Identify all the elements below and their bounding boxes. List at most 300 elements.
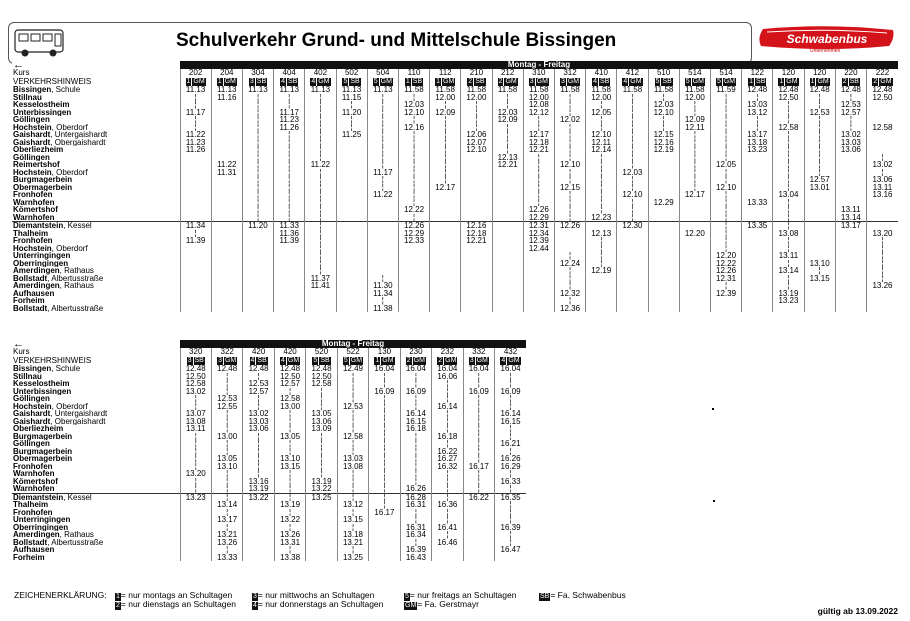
time-cell: 12.10 bbox=[398, 109, 429, 117]
time-cell bbox=[274, 282, 305, 290]
time-cell: ¦ bbox=[367, 154, 398, 162]
time-cell bbox=[554, 237, 585, 245]
time-cell: ¦ bbox=[400, 380, 431, 388]
time-cell bbox=[274, 260, 305, 268]
stop-name: Oberringingen bbox=[13, 259, 69, 267]
time-cell: ¦ bbox=[617, 116, 648, 124]
time-cell bbox=[742, 230, 773, 238]
stop-name: Göllingen bbox=[13, 395, 50, 403]
time-cell bbox=[336, 275, 367, 283]
time-cell bbox=[336, 267, 367, 275]
time-cell: ¦ bbox=[180, 478, 211, 486]
time-cell: ¦ bbox=[804, 139, 835, 147]
code-badge: SB bbox=[257, 357, 267, 364]
stop-row bbox=[12, 478, 526, 486]
time-cell bbox=[492, 252, 523, 260]
time-cell: 16.39 bbox=[495, 524, 526, 532]
time-cell: ¦ bbox=[305, 252, 336, 260]
stop-name: Fronhofen bbox=[13, 508, 53, 516]
code-cell bbox=[180, 356, 211, 365]
stop-name: Unterringingen bbox=[13, 516, 71, 524]
time-cell: ¦ bbox=[679, 154, 710, 162]
stop-row bbox=[12, 290, 898, 298]
time-cell: 12.29 bbox=[523, 214, 554, 222]
time-cell: ¦ bbox=[492, 146, 523, 154]
kurs-number: 204 bbox=[211, 69, 242, 77]
time-cell: 11.17 bbox=[274, 109, 305, 117]
stop-name: Bissingen, Schule bbox=[13, 86, 81, 94]
time-cell: ¦ bbox=[305, 245, 336, 253]
time-cell bbox=[242, 230, 273, 238]
time-cell: ¦ bbox=[432, 531, 463, 539]
hinweis-label: VERKEHRSHINWEIS bbox=[13, 77, 92, 86]
stop-row bbox=[12, 124, 898, 132]
time-cell: ¦ bbox=[773, 116, 804, 124]
time-cell bbox=[306, 546, 337, 554]
time-cell: 13.08 bbox=[337, 463, 368, 471]
kurs-row bbox=[12, 69, 898, 77]
time-cell bbox=[336, 139, 367, 147]
legend-item bbox=[115, 599, 236, 610]
time-cell: ¦ bbox=[804, 116, 835, 124]
time-cell: ¦ bbox=[430, 161, 461, 169]
code-cell bbox=[306, 356, 337, 365]
time-cell bbox=[336, 154, 367, 162]
time-cell: ¦ bbox=[274, 161, 305, 169]
time-cell: 12.07 bbox=[461, 139, 492, 147]
legend-code: 4 bbox=[253, 602, 257, 609]
time-cell bbox=[274, 275, 305, 283]
time-cell: ¦ bbox=[617, 94, 648, 102]
time-cell bbox=[336, 176, 367, 184]
time-cell bbox=[554, 245, 585, 253]
time-cell: ¦ bbox=[400, 455, 431, 463]
legend-code: GM bbox=[405, 602, 417, 609]
time-cell bbox=[242, 305, 273, 313]
stop-row bbox=[12, 199, 898, 207]
time-cell: 12.10 bbox=[461, 146, 492, 154]
time-cell bbox=[398, 290, 429, 298]
code-row bbox=[12, 77, 898, 86]
time-cell: ¦ bbox=[305, 109, 336, 117]
time-cell bbox=[336, 184, 367, 192]
time-cell: ¦ bbox=[274, 214, 305, 222]
legend-text: = nur donnerstags an Schultagen bbox=[257, 599, 384, 609]
time-cell: 12.12 bbox=[523, 109, 554, 117]
time-cell: 13.26 bbox=[274, 531, 305, 539]
time-cell: ¦ bbox=[710, 154, 741, 162]
time-cell: 13.18 bbox=[337, 531, 368, 539]
time-cell bbox=[742, 305, 773, 313]
time-cell bbox=[242, 260, 273, 268]
time-cell: 13.19 bbox=[773, 290, 804, 298]
time-cell: 12.29 bbox=[648, 199, 679, 207]
time-cell bbox=[648, 191, 679, 199]
time-cell: ¦ bbox=[554, 146, 585, 154]
stop-name: Forheim bbox=[13, 297, 45, 305]
direction-arrow-icon: ← bbox=[12, 61, 180, 69]
time-cell: 12.53 bbox=[804, 109, 835, 117]
time-cell: 12.57 bbox=[835, 109, 866, 117]
time-cell: ¦ bbox=[211, 485, 242, 493]
time-cell bbox=[430, 305, 461, 313]
time-cell bbox=[430, 191, 461, 199]
time-cell: ¦ bbox=[243, 403, 274, 411]
time-cell bbox=[242, 245, 273, 253]
time-cell: ¦ bbox=[432, 418, 463, 426]
time-cell: 12.48 bbox=[180, 365, 211, 373]
time-cell bbox=[492, 206, 523, 214]
time-cell: 13.23 bbox=[180, 493, 211, 501]
time-cell: ¦ bbox=[835, 94, 866, 102]
code-badge: SB bbox=[849, 78, 859, 85]
time-cell: ¦ bbox=[523, 169, 554, 177]
time-cell: ¦ bbox=[400, 470, 431, 478]
time-cell: ¦ bbox=[495, 501, 526, 509]
time-cell: 16.29 bbox=[495, 463, 526, 471]
time-cell: ¦ bbox=[804, 101, 835, 109]
time-cell: 13.02 bbox=[180, 388, 211, 396]
time-cell: ¦ bbox=[742, 94, 773, 102]
time-cell: 16.21 bbox=[495, 440, 526, 448]
legend-code: 5 bbox=[405, 593, 409, 600]
code-badge: 3 bbox=[187, 357, 192, 364]
time-cell: ¦ bbox=[369, 395, 400, 403]
time-cell: 11.17 bbox=[367, 169, 398, 177]
code-badge: SB bbox=[256, 78, 267, 85]
time-cell: ¦ bbox=[461, 116, 492, 124]
time-cell bbox=[180, 282, 211, 290]
time-cell: ¦ bbox=[495, 425, 526, 433]
stop-detail: , Oberdorf bbox=[51, 168, 88, 176]
time-cell bbox=[242, 282, 273, 290]
stop-row bbox=[12, 275, 898, 283]
time-cell: ¦ bbox=[306, 463, 337, 471]
code-cell bbox=[554, 77, 585, 86]
time-cell: 12.53 bbox=[835, 101, 866, 109]
time-cell: ¦ bbox=[400, 478, 431, 486]
time-cell: 12.18 bbox=[461, 230, 492, 238]
kurs-number: 410 bbox=[586, 69, 617, 77]
time-cell bbox=[835, 245, 866, 253]
time-cell: ¦ bbox=[586, 199, 617, 207]
legend-text: = Fa. Gerstmayr bbox=[417, 599, 479, 609]
time-cell: 12.00 bbox=[586, 94, 617, 102]
time-cell bbox=[430, 222, 461, 230]
time-cell bbox=[586, 282, 617, 290]
time-cell bbox=[866, 222, 898, 230]
time-cell: 12.00 bbox=[430, 94, 461, 102]
stop-row bbox=[12, 86, 898, 94]
time-cell bbox=[804, 199, 835, 207]
time-cell: ¦ bbox=[554, 282, 585, 290]
time-cell: ¦ bbox=[337, 448, 368, 456]
time-cell bbox=[742, 237, 773, 245]
time-cell bbox=[742, 282, 773, 290]
time-cell bbox=[648, 222, 679, 230]
time-cell: 13.05 bbox=[306, 410, 337, 418]
time-cell bbox=[679, 297, 710, 305]
time-cell: ¦ bbox=[337, 524, 368, 532]
time-cell: 13.04 bbox=[773, 191, 804, 199]
time-cell: ¦ bbox=[367, 116, 398, 124]
time-cell: ¦ bbox=[463, 395, 494, 403]
time-cell bbox=[211, 282, 242, 290]
time-cell bbox=[617, 275, 648, 283]
legend-text: = nur dienstags an Schultagen bbox=[120, 599, 236, 609]
code-cell bbox=[336, 77, 367, 86]
time-cell: ¦ bbox=[211, 388, 242, 396]
time-cell bbox=[463, 546, 494, 554]
time-cell bbox=[461, 176, 492, 184]
time-cell bbox=[648, 230, 679, 238]
stop-row bbox=[12, 440, 526, 448]
time-cell: ¦ bbox=[180, 455, 211, 463]
time-cell: ¦ bbox=[463, 380, 494, 388]
stop-name: Amerdingen, Rathaus bbox=[13, 531, 94, 539]
time-cell: ¦ bbox=[773, 161, 804, 169]
time-cell: 16.17 bbox=[463, 463, 494, 471]
time-cell bbox=[306, 524, 337, 532]
time-cell: ¦ bbox=[430, 124, 461, 132]
time-cell: 12.00 bbox=[523, 94, 554, 102]
stop-name: Hochstein, Oberdorf bbox=[13, 168, 88, 176]
time-cell: ¦ bbox=[773, 169, 804, 177]
time-cell: 13.14 bbox=[835, 214, 866, 222]
time-cell: ¦ bbox=[400, 403, 431, 411]
time-cell bbox=[211, 116, 242, 124]
time-cell: ¦ bbox=[337, 493, 368, 501]
time-cell: 16.28 bbox=[400, 493, 431, 501]
stop-row bbox=[12, 501, 526, 509]
time-cell: ¦ bbox=[804, 146, 835, 154]
time-cell: 16.33 bbox=[495, 478, 526, 486]
time-cell: ¦ bbox=[432, 516, 463, 524]
time-cell: 13.02 bbox=[866, 161, 898, 169]
time-cell: 16.04 bbox=[495, 365, 526, 373]
time-cell: 12.58 bbox=[306, 380, 337, 388]
time-cell bbox=[336, 252, 367, 260]
code-badge: GM bbox=[508, 357, 520, 364]
time-cell: 16.22 bbox=[432, 448, 463, 456]
time-cell: ¦ bbox=[398, 139, 429, 147]
stop-row bbox=[12, 493, 526, 501]
time-cell: 11.37 bbox=[305, 275, 336, 283]
time-cell bbox=[211, 184, 242, 192]
code-cell bbox=[180, 77, 211, 86]
time-cell bbox=[523, 260, 554, 268]
time-cell: ¦ bbox=[305, 116, 336, 124]
time-cell bbox=[211, 267, 242, 275]
time-cell: ¦ bbox=[773, 206, 804, 214]
time-cell: ¦ bbox=[336, 101, 367, 109]
time-cell: 12.19 bbox=[586, 267, 617, 275]
stop-row bbox=[12, 305, 898, 313]
time-cell: 12.58 bbox=[866, 124, 898, 132]
time-cell bbox=[274, 267, 305, 275]
time-cell: ¦ bbox=[274, 184, 305, 192]
time-cell: 12.16 bbox=[648, 139, 679, 147]
time-cell bbox=[243, 524, 274, 532]
time-cell: 12.36 bbox=[554, 305, 585, 313]
time-cell bbox=[617, 252, 648, 260]
time-cell: ¦ bbox=[211, 524, 242, 532]
time-cell: ¦ bbox=[369, 418, 400, 426]
time-cell: ¦ bbox=[243, 448, 274, 456]
time-cell: ¦ bbox=[180, 101, 211, 109]
time-cell bbox=[742, 154, 773, 162]
time-cell: 12.39 bbox=[710, 290, 741, 298]
time-cell bbox=[617, 237, 648, 245]
time-cell bbox=[463, 524, 494, 532]
time-cell: ¦ bbox=[866, 237, 898, 245]
time-cell: 13.18 bbox=[742, 139, 773, 147]
time-cell: ¦ bbox=[367, 161, 398, 169]
time-cell: ¦ bbox=[492, 124, 523, 132]
code-badge: 4 bbox=[280, 357, 285, 364]
time-cell bbox=[211, 124, 242, 132]
time-cell: ¦ bbox=[554, 199, 585, 207]
time-cell: ¦ bbox=[242, 146, 273, 154]
time-cell: 13.22 bbox=[243, 493, 274, 501]
code-cell bbox=[523, 77, 554, 86]
time-cell: 11.13 bbox=[211, 86, 242, 94]
kurs-number: 310 bbox=[523, 69, 554, 77]
time-cell: 13.14 bbox=[211, 501, 242, 509]
time-cell bbox=[866, 101, 898, 109]
svg-text:Schwabenbus: Schwabenbus bbox=[786, 32, 868, 46]
time-cell bbox=[336, 199, 367, 207]
time-cell bbox=[648, 176, 679, 184]
time-cell: 12.10 bbox=[648, 109, 679, 117]
time-cell: ¦ bbox=[554, 206, 585, 214]
time-cell: 16.09 bbox=[400, 388, 431, 396]
time-cell: ¦ bbox=[180, 395, 211, 403]
time-cell bbox=[367, 230, 398, 238]
time-cell: ¦ bbox=[369, 455, 400, 463]
code-badge: GM bbox=[224, 357, 237, 364]
time-cell: ¦ bbox=[461, 109, 492, 117]
time-cell: ¦ bbox=[586, 184, 617, 192]
code-badge: SB bbox=[600, 78, 610, 85]
code-badge: GM bbox=[224, 78, 236, 85]
time-cell: 13.05 bbox=[274, 433, 305, 441]
time-cell: 11.39 bbox=[180, 237, 211, 245]
stop-name: Gaishardt, Untergaishardt bbox=[13, 131, 108, 139]
time-cell: ¦ bbox=[554, 252, 585, 260]
stop-name: Thalheim bbox=[13, 229, 49, 237]
code-badge: GM bbox=[505, 78, 517, 85]
time-cell: ¦ bbox=[305, 230, 336, 238]
time-cell: ¦ bbox=[242, 139, 273, 147]
code-badge: GM bbox=[630, 78, 642, 85]
kurs-label: Kurs bbox=[13, 348, 30, 356]
time-cell: ¦ bbox=[710, 214, 741, 222]
time-cell: ¦ bbox=[679, 176, 710, 184]
legend-code: 2 bbox=[116, 602, 120, 609]
kurs-number: 120 bbox=[773, 69, 804, 77]
time-cell: 12.05 bbox=[586, 109, 617, 117]
time-cell: ¦ bbox=[337, 380, 368, 388]
time-cell bbox=[866, 146, 898, 154]
time-cell: ¦ bbox=[492, 139, 523, 147]
time-cell: ¦ bbox=[367, 101, 398, 109]
time-cell: ¦ bbox=[211, 448, 242, 456]
time-cell: 13.08 bbox=[180, 418, 211, 426]
time-cell: ¦ bbox=[679, 109, 710, 117]
time-cell bbox=[336, 260, 367, 268]
time-cell bbox=[461, 184, 492, 192]
stop-name: Aufhausen bbox=[13, 289, 55, 297]
time-cell: 13.26 bbox=[866, 282, 898, 290]
time-cell bbox=[492, 184, 523, 192]
time-cell: ¦ bbox=[337, 395, 368, 403]
time-cell bbox=[398, 297, 429, 305]
time-cell bbox=[461, 206, 492, 214]
time-cell bbox=[835, 282, 866, 290]
time-cell bbox=[274, 297, 305, 305]
code-badge: 2 bbox=[406, 357, 411, 364]
time-cell: 13.08 bbox=[773, 230, 804, 238]
time-cell: ¦ bbox=[804, 124, 835, 132]
time-cell: ¦ bbox=[367, 124, 398, 132]
time-cell bbox=[398, 275, 429, 283]
code-cell bbox=[617, 77, 648, 86]
code-badge: 3 bbox=[529, 78, 534, 85]
time-cell: ¦ bbox=[679, 139, 710, 147]
time-cell: ¦ bbox=[773, 184, 804, 192]
stop-name: Oberliezheim bbox=[13, 146, 64, 154]
stop-row bbox=[12, 206, 898, 214]
time-cell bbox=[180, 252, 211, 260]
time-cell bbox=[336, 161, 367, 169]
code-cell bbox=[773, 77, 804, 86]
time-cell: ¦ bbox=[617, 154, 648, 162]
code-row bbox=[12, 356, 526, 365]
time-cell: 16.09 bbox=[463, 388, 494, 396]
time-cell: ¦ bbox=[586, 191, 617, 199]
time-cell bbox=[492, 214, 523, 222]
time-cell bbox=[804, 245, 835, 253]
time-cell bbox=[306, 554, 337, 562]
time-cell: ¦ bbox=[430, 176, 461, 184]
time-cell bbox=[180, 214, 211, 222]
time-cell bbox=[617, 290, 648, 298]
time-cell bbox=[492, 191, 523, 199]
time-cell: ¦ bbox=[369, 470, 400, 478]
code-badge: 2 bbox=[468, 78, 473, 85]
time-cell: ¦ bbox=[432, 388, 463, 396]
time-cell: 11.22 bbox=[180, 131, 211, 139]
time-cell: ¦ bbox=[463, 485, 494, 493]
time-cell bbox=[648, 290, 679, 298]
time-cell: ¦ bbox=[369, 373, 400, 381]
code-badge: GM bbox=[193, 78, 205, 85]
time-cell: ¦ bbox=[242, 109, 273, 117]
time-cell bbox=[243, 509, 274, 517]
time-cell: ¦ bbox=[305, 139, 336, 147]
time-cell bbox=[336, 282, 367, 290]
time-cell: ¦ bbox=[523, 124, 554, 132]
time-cell bbox=[369, 516, 400, 524]
time-cell: ¦ bbox=[804, 161, 835, 169]
time-cell: ¦ bbox=[274, 154, 305, 162]
stop-name: Fronhofen bbox=[13, 237, 53, 245]
time-cell: ¦ bbox=[242, 191, 273, 199]
time-cell bbox=[211, 214, 242, 222]
code-badge: GM bbox=[817, 78, 829, 85]
time-cell: 12.03 bbox=[398, 101, 429, 109]
